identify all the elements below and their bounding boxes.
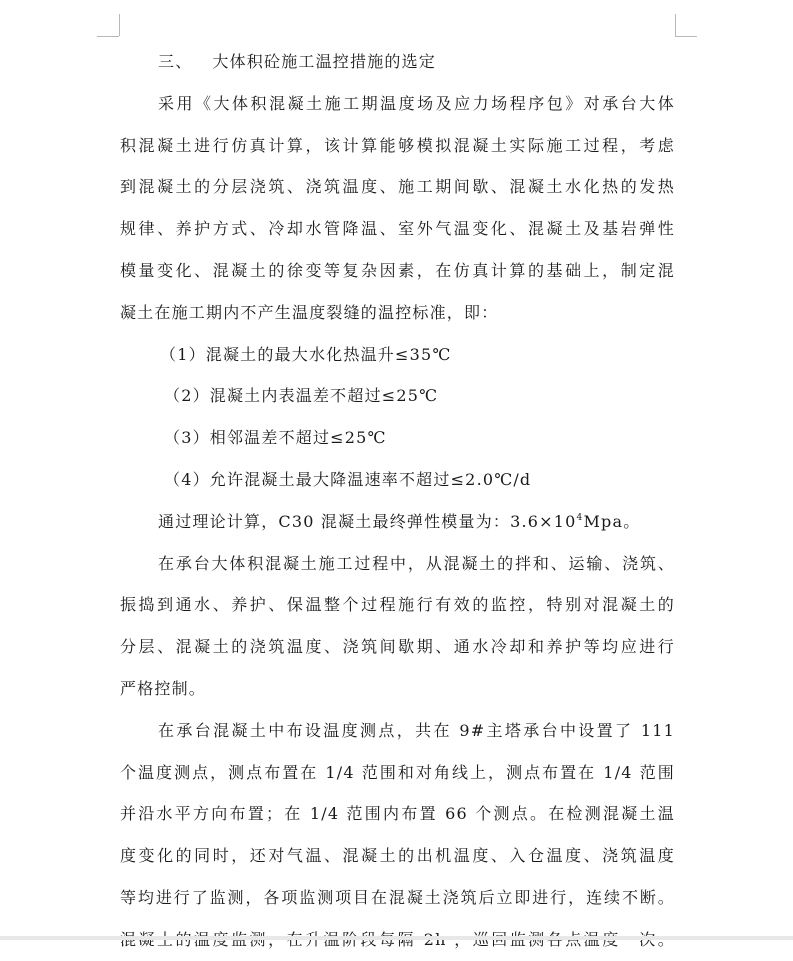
heading-number: 三、: [158, 52, 193, 71]
paragraph-line: 在承台混凝土中布设温度测点，共在 9#主塔承台中设置了 111: [158, 720, 675, 740]
crop-mark-top-left: [97, 36, 119, 37]
paragraph-line: 凝土在施工期内不产生温度裂缝的温控标准，即：: [120, 302, 499, 322]
paragraph-line: 模量变化、混凝土的徐变等复杂因素，在仿真计算的基础上，制定混: [120, 260, 675, 280]
page-bottom-edge: [0, 936, 793, 940]
paragraph-line: 等均进行了监测，各项监测项目在混凝土浇筑后立即进行，连续不断。: [120, 887, 675, 907]
criterion-item: （3）相邻温差不超过≤25℃: [164, 428, 387, 448]
paragraph-line: 个温度测点，测点布置在 1/4 范围和对角线上，测点布置在 1/4 范围: [120, 762, 675, 782]
criterion-item: （4）允许混凝土最大降温速率不超过≤2.0℃/d: [164, 469, 532, 489]
paragraph-line: 在承台大体积混凝土施工过程中，从混凝土的拌和、运输、浇筑、: [158, 553, 675, 573]
crop-mark-top-right: [675, 36, 697, 37]
paragraph-line: 严格控制。: [120, 678, 207, 698]
paragraph-line: 分层、混凝土的浇筑温度、浇筑间歇期、通水冷却和养护等均应进行: [120, 637, 675, 657]
paragraph-line: 规律、养护方式、冷却水管降温、室外气温变化、混凝土及基岩弹性: [120, 219, 675, 239]
paragraph-line: 到混凝土的分层浇筑、浇筑温度、施工期间歇、混凝土水化热的发热: [120, 177, 675, 197]
modulus-exponent: 4: [576, 512, 584, 523]
document-body: [120, 41, 675, 961]
modulus-unit: Mpa。: [583, 511, 641, 531]
paragraph-line: 度变化的同时，还对气温、混凝土的出机温度、入仓温度、浇筑温度: [120, 846, 675, 866]
paragraph-line: 采用《大体积混凝土施工期温度场及应力场程序包》对承台大体: [158, 93, 675, 113]
crop-mark-top-left: [119, 14, 120, 36]
criterion-item: （1）混凝土的最大水化热温升≤35℃: [160, 344, 452, 364]
crop-mark-top-right: [675, 14, 676, 36]
criterion-item: （2）混凝土内表温差不超过≤25℃: [164, 386, 439, 406]
paragraph-line: 积混凝土进行仿真计算，该计算能够模拟混凝土实际施工过程，考虑: [120, 135, 675, 155]
heading-title: 大体积砼施工温控措施的选定: [212, 52, 437, 71]
section-heading: [120, 41, 675, 83]
modulus-text: 通过理论计算，C30 混凝土最终弹性模量为：3.6×10: [158, 511, 577, 531]
paragraph-line: 振捣到通水、养护、保温整个过程施行有效的监控，特别对混凝土的: [120, 595, 675, 615]
paragraph-line: 并沿水平方向布置；在 1/4 范围内布置 66 个测点。在检测混凝土温: [120, 804, 675, 824]
modulus-line: [120, 501, 675, 543]
